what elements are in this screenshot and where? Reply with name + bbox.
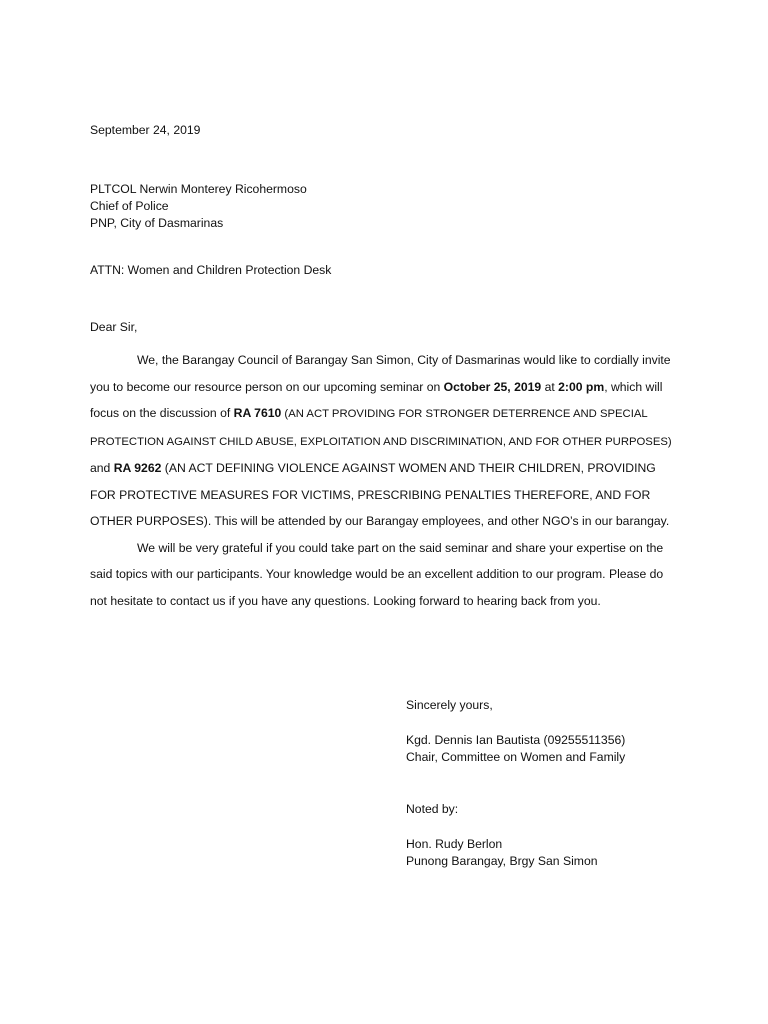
paragraph1-at: at xyxy=(541,379,559,394)
closing-text: Sincerely yours, xyxy=(406,698,493,712)
salutation-text: Dear Sir, xyxy=(90,320,138,334)
law-ra-7610-title: (AN ACT PROVIDING FOR STRONGER DETERRENCE AND SPECIAL PROTECTION AGAINST CHILD ABUSE, EXPLOITATION AND DISCRIMINATION, AND FOR OTHER PURPOSES) xyxy=(90,408,672,448)
signer-block xyxy=(406,732,706,766)
salutation xyxy=(90,319,690,336)
paragraph1-attendance: . This will be attended by our Barangay employees, and other NGO’s in our barangay. xyxy=(207,514,670,528)
paragraph1-focus: , which will focus on the discussion of xyxy=(90,379,663,420)
noted-label xyxy=(406,801,706,818)
letter-date xyxy=(90,122,690,139)
recipient-block xyxy=(90,181,690,232)
law-ra-9262-title: (AN ACT DEFINING VIOLENCE AGAINST WOMEN AND THEIR CHILDREN, PROVIDING FOR PROTECTIVE MEASURES FOR VICTIMS, PRESCRIBING PENALTIES THEREFORE, AND FOR OTHER PURPOSES) xyxy=(90,461,656,528)
seminar-time: 2:00 pm xyxy=(558,379,605,394)
letter-body xyxy=(90,347,680,614)
law-ra-7610: RA 7610 xyxy=(233,406,282,420)
signer-name: Kgd. Dennis Ian Bautista (09255511356) xyxy=(406,733,626,747)
recipient-name: PLTCOL Nerwin Monterey Ricohermoso xyxy=(90,182,307,196)
body-paragraph-1 xyxy=(90,347,680,535)
paragraph2-text: We will be very grateful if you could take part on the said seminar and share your expertise on the said topics with our participants. Your knowledge would be an excellent addition to our program. Please do not hesitate to contact us if you have any questions. Looking forward to hearing back from you. xyxy=(90,540,664,608)
paragraph1-and: and xyxy=(90,461,114,475)
recipient-office: PNP, City of Dasmarinas xyxy=(90,216,224,230)
law-ra-9262: RA 9262 xyxy=(113,461,162,475)
body-paragraph-2 xyxy=(90,535,680,615)
noter-name: Hon. Rudy Berlon xyxy=(406,837,503,851)
closing xyxy=(406,697,706,714)
noter-title: Punong Barangay, Brgy San Simon xyxy=(406,854,598,868)
attention-line xyxy=(90,262,690,279)
paragraph1-intro: We, the Barangay Council of Barangay San Simon, City of Dasmarinas would like to cordially invite you to become our resource person on our upcoming seminar on xyxy=(90,353,671,394)
recipient-position: Chief of Police xyxy=(90,199,169,213)
attention-text: ATTN: Women and Children Protection Desk xyxy=(90,263,332,277)
noted-text: Noted by: xyxy=(406,802,459,816)
seminar-date: October 25, 2019 xyxy=(443,379,542,394)
signer-title: Chair, Committee on Women and Family xyxy=(406,750,626,764)
date-text: September 24, 2019 xyxy=(90,123,201,137)
noter-block xyxy=(406,836,706,870)
